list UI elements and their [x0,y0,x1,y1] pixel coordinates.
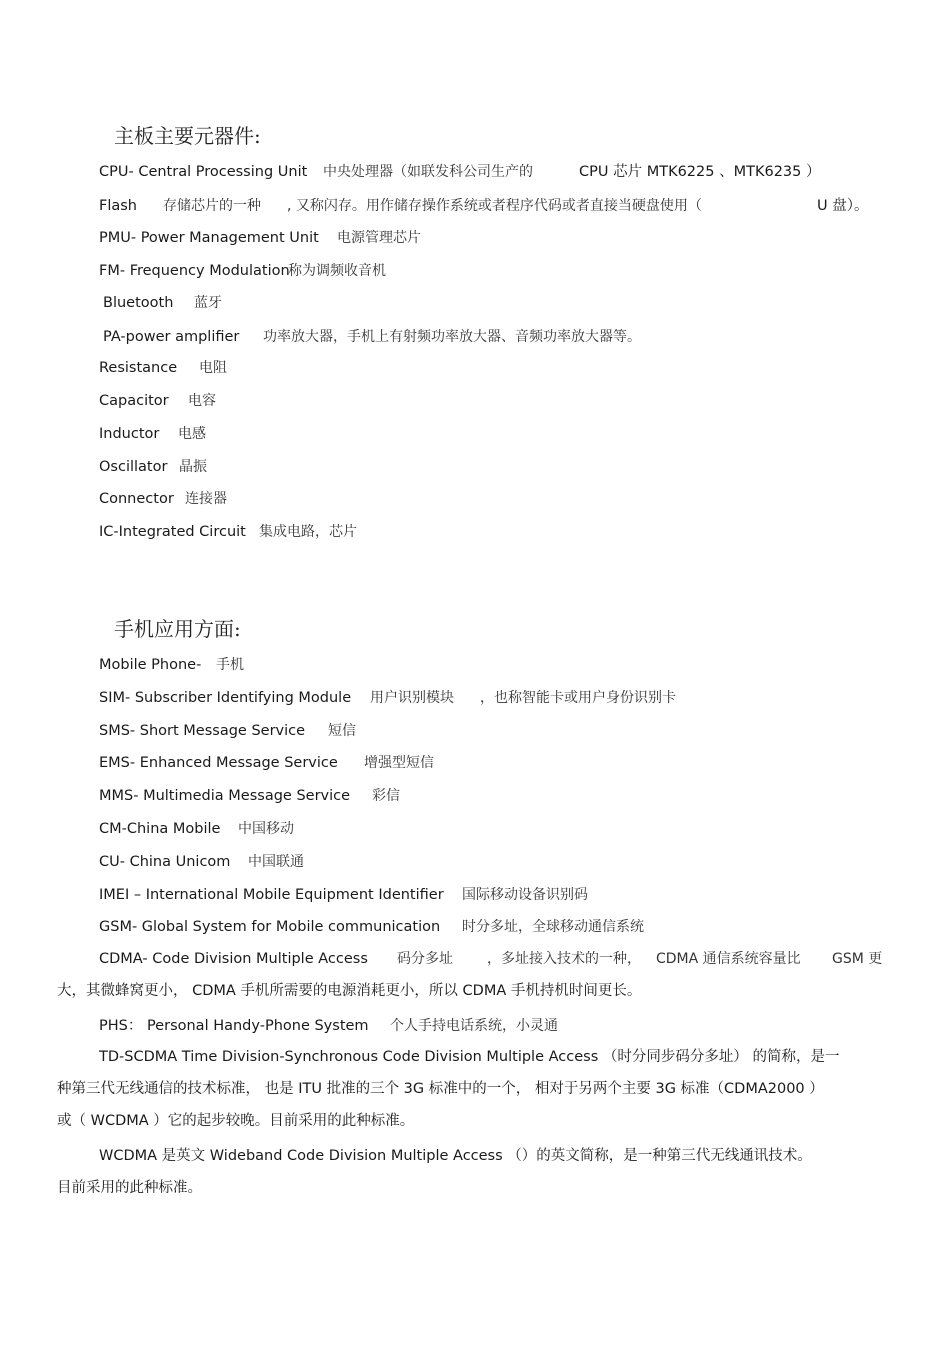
description: 时分多址，全球移动通信系统 [462,919,644,935]
description: 电源管理芯片 [337,230,421,246]
description: 电阻 [199,360,227,376]
term: Capacitor [99,393,169,409]
list-item [99,1017,558,1035]
term: Inductor [99,426,160,442]
description: 增强型短信 [364,755,434,771]
list-item [99,820,294,838]
term: Resistance [99,360,178,376]
description: CDMA 通信系统容量比 [656,951,801,967]
description: 中央处理器（如联发科公司生产的 [323,164,533,180]
tdscdma-line-1: TD-SCDMA Time Division-Synchronous Code Division Multiple Access （时分同步码分多址） 的简称，是一 [99,1049,840,1065]
list-item [99,392,216,410]
term: Bluetooth [103,295,174,311]
term: FM- Frequency Modulation [99,263,290,279]
description: ，多址接入技术的一种， [487,951,641,967]
term: SMS- Short Message Service [99,723,306,739]
description: 个人手持电话系统，小灵通 [390,1018,558,1034]
description: GSM 更 [832,951,883,967]
term: Mobile Phone- [99,657,202,673]
description: 功率放大器，手机上有射频功率放大器、音频功率放大器等。 [263,329,641,345]
description: 电感 [178,426,206,442]
list-item [99,722,356,740]
term: IC-Integrated Circuit [99,524,246,540]
list-item [103,328,641,346]
section-heading-components: 主板主要元器件: [114,124,261,148]
list-item [99,853,304,871]
term: CM-China Mobile [99,821,221,837]
term: SIM- Subscriber Identifying Module [99,690,352,706]
description: 电容 [188,393,216,409]
description: 连接器 [185,491,227,507]
list-item [99,656,244,674]
list-item [99,787,400,805]
list-item [99,523,357,541]
term: IMEI – International Mobile Equipment Identifier [99,887,444,903]
list-item [99,163,820,181]
description: 彩信 [372,788,400,804]
tdscdma-line-3: 或（ WCDMA ）它的起步较晚。目前采用的此种标准。 [57,1113,415,1129]
section-heading-applications: 手机应用方面: [114,617,241,641]
list-item [99,197,868,215]
description-extra: , 又称闪存。用作储存操作系统或者程序代码或者直接当硬盘使用（ [287,198,702,214]
description-extra: CPU 芯片 MTK6225 、MTK6235 ） [579,164,821,180]
list-item [99,229,421,247]
description: 手机 [216,657,244,673]
term: PMU- Power Management Unit [99,230,319,246]
cdma-line-2: 大，其微蜂窝更小， CDMA 手机所需要的电源消耗更小，所以 CDMA 手机持机时间更长。 [57,983,642,999]
list-item [99,262,386,280]
list-item [99,458,207,476]
term: MMS- Multimedia Message Service [99,788,351,804]
description-extra: ，也称智能卡或用户身份识别卡 [480,690,676,706]
list-item [99,918,644,936]
description: 国际移动设备识别码 [462,887,588,903]
description: 蓝牙 [194,295,222,311]
description: 短信 [328,723,356,739]
term: Connector [99,491,174,507]
term: Oscillator [99,459,168,475]
tdscdma-line-2: 种第三代无线通信的技术标准， 也是 ITU 批准的三个 3G 标准中的一个， 相对于另两个主要 3G 标准（CDMA2000 ） [57,1081,824,1097]
list-item [99,359,227,377]
list-item [103,294,222,312]
term: CPU- Central Processing Unit [99,164,308,180]
term: GSM- Global System for Mobile communication [99,919,441,935]
cdma-line-1 [99,950,893,968]
term: CDMA- Code Division Multiple Access [99,951,368,967]
description: 中国联通 [248,854,304,870]
wcdma-line-1: WCDMA 是英文 Wideband Code Division Multiple Access （）的英文简称，是一种第三代无线通讯技术。 [99,1148,812,1164]
description: 码分多址 [397,951,453,967]
term: Flash [99,198,137,214]
list-item [99,425,206,443]
list-item [99,490,227,508]
term: CU- China Unicom [99,854,231,870]
term: PA-power amplifier [103,329,240,345]
description: 称为调频收音机 [288,263,386,279]
list-item [99,689,676,707]
description: 存储芯片的一种 [163,198,261,214]
description: 中国移动 [238,821,294,837]
term: PHS： Personal Handy-Phone System [99,1018,369,1034]
description: 集成电路，芯片 [259,524,357,540]
description-extra: U 盘）。 [817,198,869,214]
description: 晶振 [179,459,207,475]
description: 用户识别模块 [370,690,454,706]
list-item [99,886,588,904]
term: EMS- Enhanced Message Service [99,755,338,771]
wcdma-line-2: 目前采用的此种标准。 [57,1180,202,1196]
list-item [99,754,434,772]
